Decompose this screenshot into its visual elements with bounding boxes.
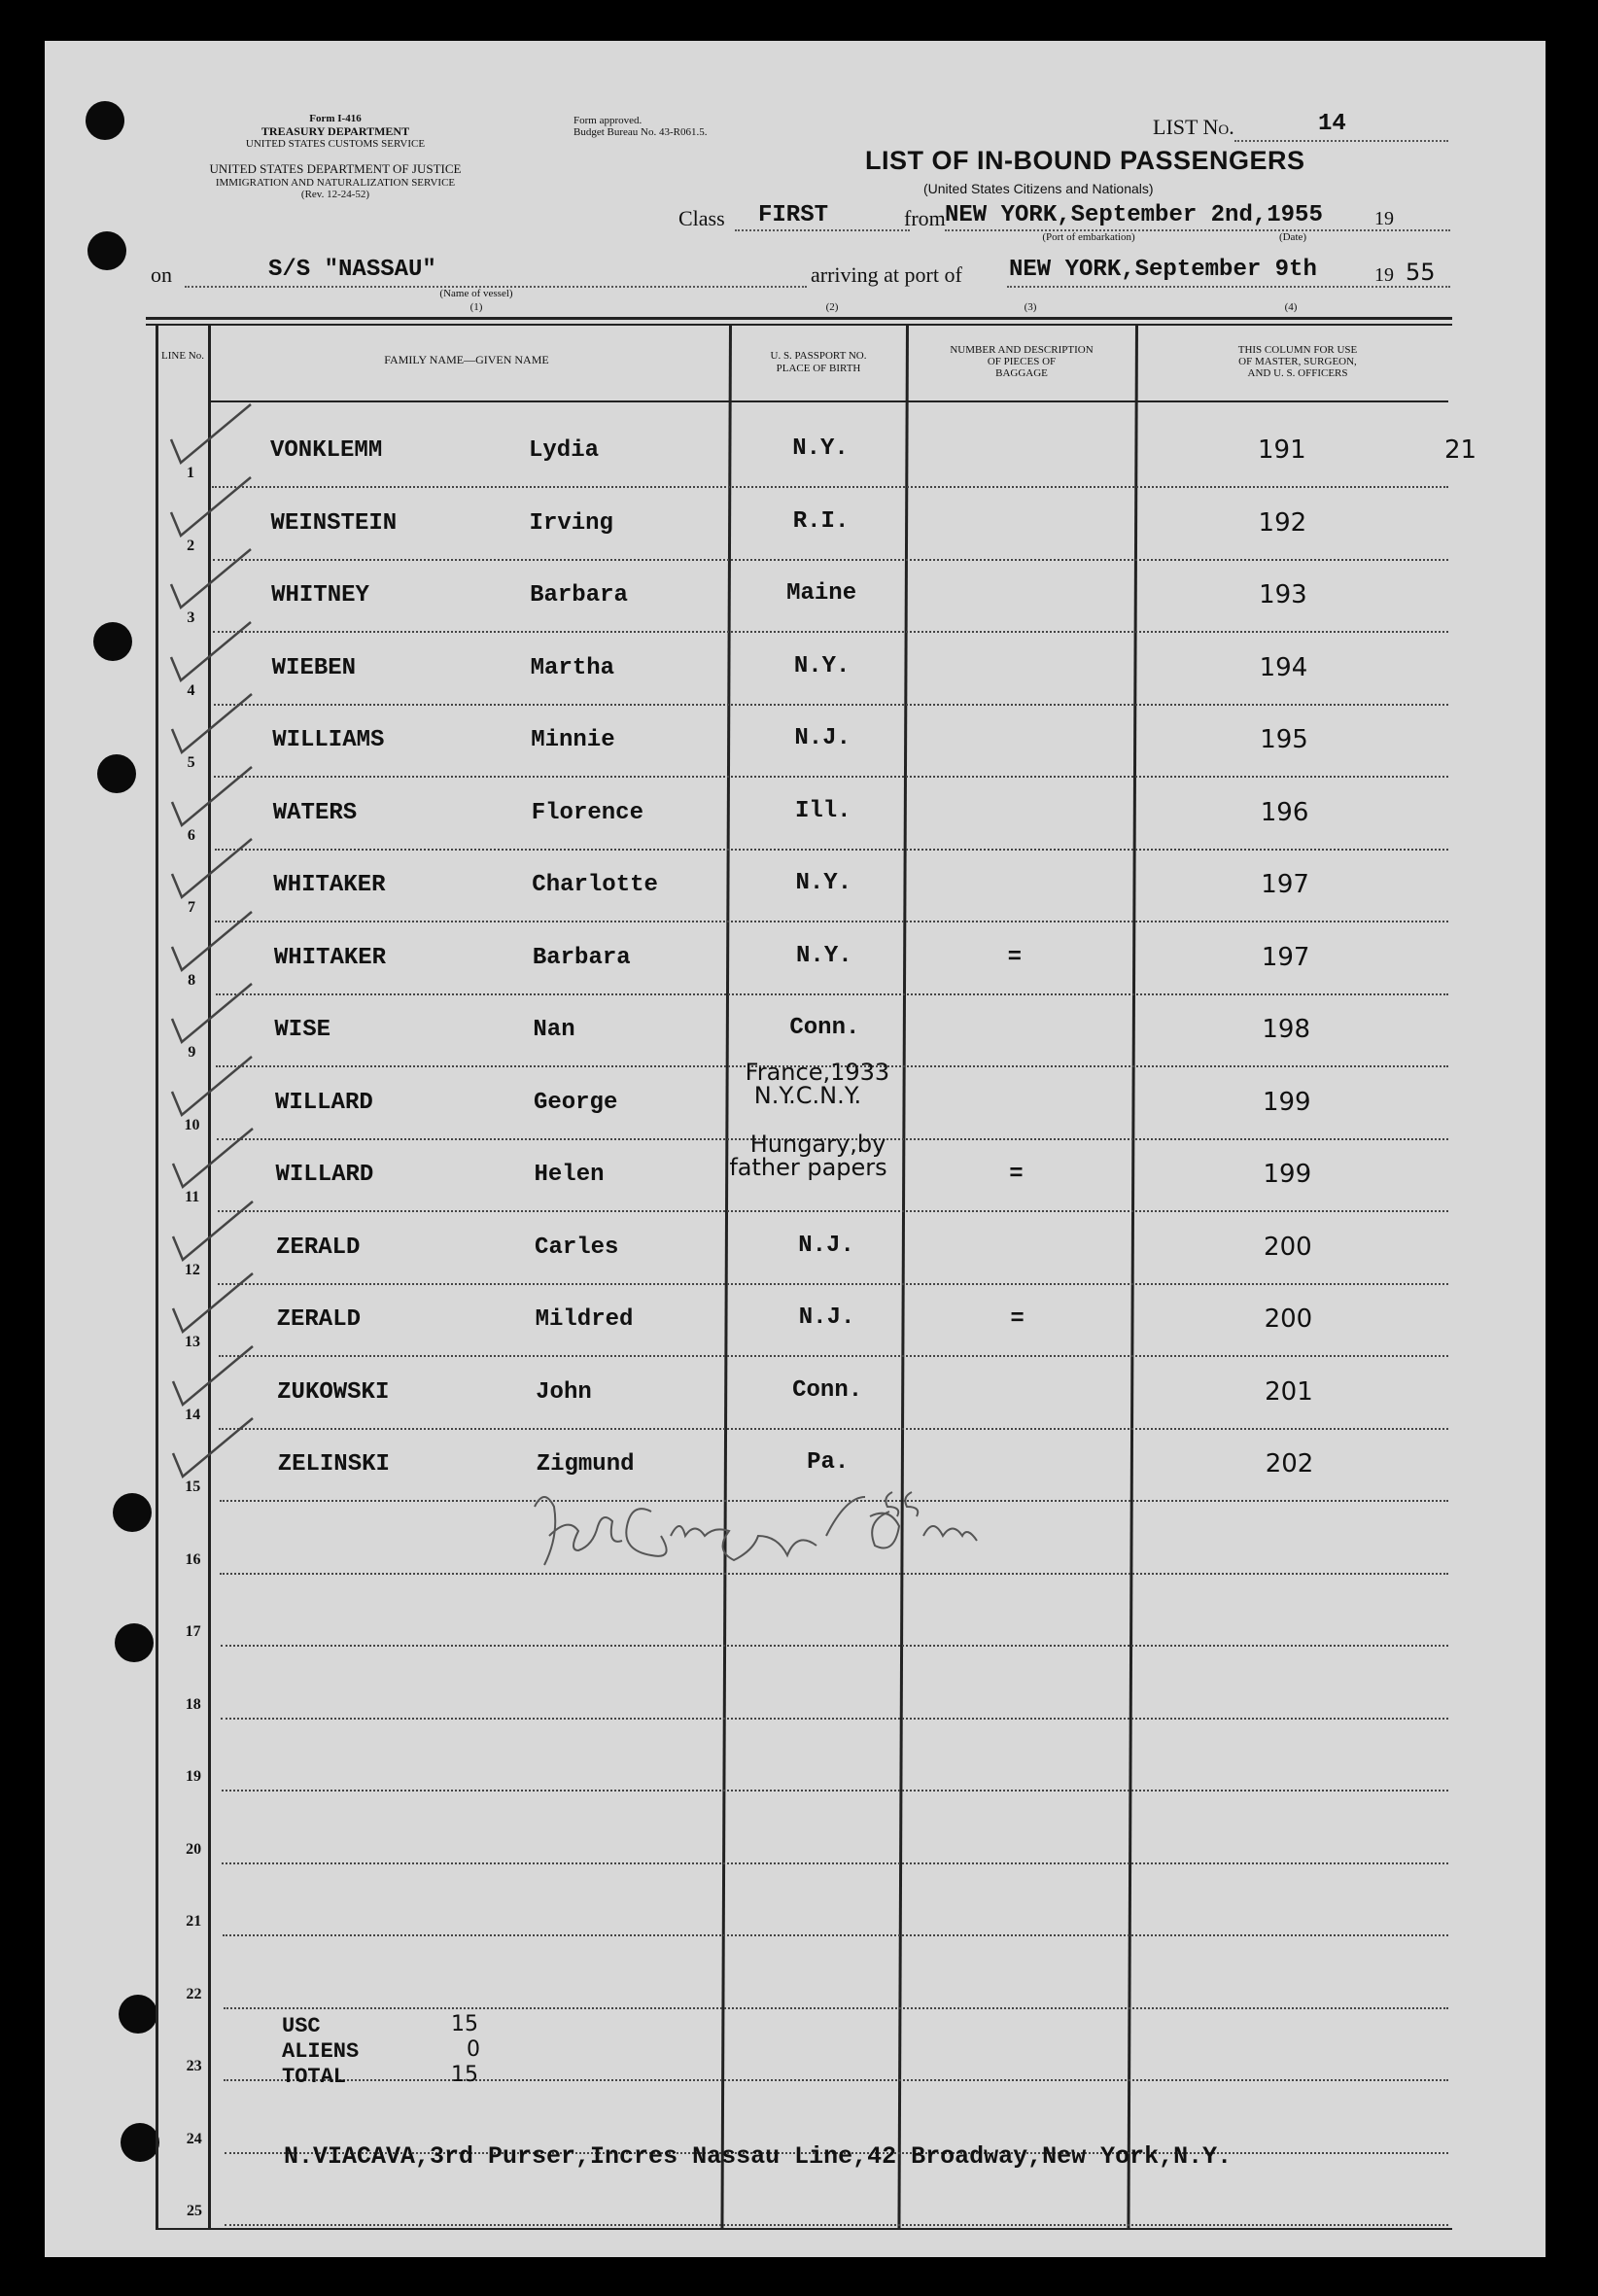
arriving-year: 55 <box>1406 259 1436 286</box>
totals-value: 0 <box>467 2037 480 2062</box>
birthplace: N.Y. <box>795 870 852 896</box>
arriving-year-prefix: 19 <box>1374 264 1394 286</box>
given-name: George <box>533 1090 618 1116</box>
list-no-line <box>1234 140 1448 142</box>
birthplace-note: France,1933 <box>745 1059 890 1086</box>
line-number: 23 <box>186 2058 202 2074</box>
col-header-birthplace: PLACE OF BIRTH <box>776 363 861 374</box>
service-name: IMMIGRATION AND NATURALIZATION SERVICE <box>215 177 456 189</box>
given-name: John <box>536 1379 592 1406</box>
punch-hole <box>86 101 124 140</box>
officer-number: 193 <box>1259 580 1307 609</box>
page-mark: 21 <box>1444 435 1477 465</box>
col-header-baggage: BAGGAGE <box>995 367 1048 379</box>
line-number: 6 <box>187 827 195 844</box>
col-header-officers: THIS COLUMN FOR USE <box>1237 344 1358 356</box>
given-name: Lydia <box>529 437 600 464</box>
year-suffix: 19 <box>1374 208 1394 229</box>
form-revision: (Rev. 12-24-52) <box>300 189 370 200</box>
officer-number: 196 <box>1260 798 1309 827</box>
punch-hole <box>115 1623 154 1662</box>
birthplace: Pa. <box>807 1449 850 1476</box>
line-number: 12 <box>184 1262 200 1278</box>
family-name: WILLIAMS <box>272 727 385 753</box>
family-name: WHITAKER <box>273 872 386 898</box>
officer-number: 201 <box>1265 1377 1313 1407</box>
line-number: 19 <box>185 1768 201 1785</box>
row-rule <box>214 776 1448 778</box>
list-label: LIST No. <box>1153 115 1234 139</box>
column-caption: (2) <box>825 301 839 313</box>
row-rule <box>216 993 1448 995</box>
officer-number: 198 <box>1262 1015 1311 1044</box>
given-name: Irving <box>529 510 613 537</box>
row-rule <box>219 1428 1448 1430</box>
family-name: WILLARD <box>275 1162 374 1188</box>
punch-hole <box>93 622 132 661</box>
line-number: 7 <box>187 899 195 916</box>
line-number: 13 <box>184 1334 200 1350</box>
inspector-signature <box>505 1468 1011 1584</box>
family-name: ZERALD <box>276 1306 362 1333</box>
officer-number: 195 <box>1260 725 1308 754</box>
family-name: WEINSTEIN <box>270 510 398 537</box>
row-rule <box>213 631 1448 633</box>
given-name: Barbara <box>532 945 631 971</box>
line-number: 14 <box>185 1407 201 1423</box>
form-number: Form I-416 <box>309 113 362 124</box>
row-rule <box>213 559 1448 561</box>
birthplace: N.Y. <box>792 435 849 462</box>
baggage-ditto: = <box>1007 945 1023 971</box>
baggage-ditto: = <box>1009 1162 1024 1188</box>
vessel-name: S/S "NASSAU" <box>268 257 436 283</box>
column-caption: (1) <box>469 301 483 313</box>
family-name: WHITAKER <box>273 945 387 971</box>
given-name: Helen <box>534 1162 605 1188</box>
given-name: Mildred <box>535 1306 634 1333</box>
birthplace: N.Y. <box>796 943 852 969</box>
given-name: Martha <box>530 655 615 681</box>
table-top-border <box>146 324 1452 326</box>
line-number: 25 <box>186 2203 202 2219</box>
totals-value: 15 <box>451 2063 478 2087</box>
date-caption: (Date) <box>1278 231 1307 243</box>
line-number: 9 <box>188 1044 196 1061</box>
row-rule <box>224 2079 1448 2081</box>
officer-number: 200 <box>1264 1233 1312 1262</box>
row-rule <box>221 1718 1448 1720</box>
birthplace: Maine <box>786 580 857 607</box>
family-name: ZUKOWSKI <box>277 1379 390 1406</box>
officer-number: 199 <box>1263 1160 1312 1189</box>
row-rule <box>224 2007 1448 2009</box>
line-number: 10 <box>184 1117 200 1133</box>
punch-hole <box>119 1995 157 2034</box>
table-top-border <box>146 317 1452 320</box>
row-rule <box>218 1210 1449 1212</box>
from-value: NEW YORK,September 2nd,1955 <box>945 202 1323 228</box>
family-name: WILLARD <box>274 1090 373 1116</box>
officer-number: 197 <box>1261 943 1310 972</box>
page-subtitle: (United States Citizens and Nationals) <box>923 181 1154 196</box>
row-rule <box>219 1355 1448 1357</box>
budget-bureau-no: Budget Bureau No. 43-R061.5. <box>573 126 708 138</box>
officer-number: 200 <box>1264 1305 1313 1334</box>
department-name: UNITED STATES DEPARTMENT OF JUSTICE <box>209 161 462 176</box>
family-name: ZERALD <box>276 1235 361 1261</box>
row-rule <box>212 486 1448 488</box>
punch-hole <box>87 231 126 270</box>
family-name: VONKLEMM <box>270 437 383 464</box>
family-name: WIEBEN <box>271 655 357 681</box>
totals-label: USC <box>282 2014 321 2038</box>
list-number: 14 <box>1318 111 1346 137</box>
class-value: FIRST <box>758 202 829 228</box>
given-name: Barbara <box>530 582 628 609</box>
family-name: WATERS <box>272 800 358 826</box>
col-header-passport: U. S. PASSPORT NO. <box>770 350 867 362</box>
birthplace: R.I. <box>792 508 850 535</box>
form-approved: Form approved. <box>573 115 643 126</box>
arriving-value: NEW YORK,September 9th <box>1009 257 1317 283</box>
row-rule <box>222 1862 1448 1864</box>
row-rule <box>222 1790 1448 1792</box>
from-label: from <box>904 206 946 230</box>
officer-number: 202 <box>1265 1449 1314 1478</box>
class-line <box>735 229 910 231</box>
family-name: ZELINSKI <box>277 1451 390 1478</box>
row-rule <box>221 1645 1448 1647</box>
line-number: 21 <box>186 1913 202 1930</box>
birthplace: N.J. <box>798 1233 854 1259</box>
line-number: 2 <box>187 538 195 554</box>
given-name: Zigmund <box>536 1451 635 1478</box>
totals-value: 15 <box>451 2012 478 2036</box>
row-rule <box>225 2224 1448 2226</box>
given-name: Charlotte <box>532 872 658 898</box>
row-rule <box>215 849 1448 851</box>
arriving-label: arriving at port of <box>811 262 962 287</box>
port-caption: (Port of embarkation) <box>1042 231 1135 243</box>
birthplace: Conn. <box>789 1015 860 1041</box>
birthplace: N.Y.C.N.Y. <box>753 1082 862 1109</box>
class-label: Class <box>678 206 725 230</box>
officer-number: 199 <box>1262 1088 1311 1117</box>
line-number: 17 <box>185 1623 201 1640</box>
punch-hole <box>113 1493 152 1532</box>
column-caption: (4) <box>1284 301 1298 313</box>
line-number: 20 <box>186 1841 202 1858</box>
line-number: 3 <box>187 609 195 626</box>
column-caption: (3) <box>1024 301 1037 313</box>
line-number: 15 <box>185 1478 201 1495</box>
line-number: 18 <box>185 1696 201 1713</box>
line-number: 22 <box>186 1986 202 2002</box>
officer-number: 191 <box>1258 435 1306 465</box>
header-underline <box>208 400 1448 402</box>
line-number: 16 <box>185 1551 201 1568</box>
officer-number: 194 <box>1259 653 1308 682</box>
totals-label: ALIENS <box>282 2039 360 2064</box>
col-header-officers: AND U. S. OFFICERS <box>1247 367 1348 379</box>
col-header-name: FAMILY NAME—GIVEN NAME <box>384 353 549 366</box>
given-name: Carles <box>535 1235 619 1261</box>
given-name: Minnie <box>531 727 615 753</box>
punch-hole <box>121 2123 159 2162</box>
row-rule <box>214 704 1448 706</box>
baggage-ditto: = <box>1010 1306 1025 1333</box>
on-label: on <box>151 262 172 287</box>
row-rule <box>218 1283 1448 1285</box>
totals-label: TOTAL <box>282 2065 347 2089</box>
table-left-border <box>156 325 158 2230</box>
line-number: 11 <box>185 1189 200 1205</box>
birthplace: Conn. <box>792 1377 863 1404</box>
department-name: TREASURY DEPARTMENT <box>261 124 410 138</box>
line-number: 4 <box>187 682 195 699</box>
given-name: Nan <box>533 1017 575 1043</box>
service-name: UNITED STATES CUSTOMS SERVICE <box>245 138 426 150</box>
birthplace: father papers <box>729 1154 887 1181</box>
birthplace: N.J. <box>794 725 851 751</box>
line-number: 24 <box>186 2131 202 2147</box>
page-title: LIST OF IN-BOUND PASSENGERS <box>865 146 1305 175</box>
family-name: WISE <box>274 1017 330 1043</box>
family-name: WHITNEY <box>271 582 369 609</box>
punch-hole <box>97 754 136 793</box>
col-header-baggage: NUMBER AND DESCRIPTION <box>950 344 1094 356</box>
officer-number: 192 <box>1258 508 1307 538</box>
row-rule <box>223 1934 1448 1936</box>
line-number: 1 <box>187 465 194 481</box>
birthplace: Ill. <box>794 798 851 824</box>
purser-line: N.VIACAVA,3rd Purser,Incres Nassau Line,42 Broadway,New York,N.Y. <box>284 2142 1233 2171</box>
table-bottom-border <box>156 2228 1452 2230</box>
line-number: 5 <box>187 754 195 771</box>
given-name: Florence <box>531 800 643 826</box>
birthplace: N.Y. <box>793 653 851 679</box>
line-number: 8 <box>188 972 196 989</box>
col-header-officers: OF MASTER, SURGEON, <box>1238 356 1357 367</box>
row-rule <box>215 921 1448 922</box>
birthplace-note: Hungary,by <box>749 1131 886 1158</box>
col-header-line-no: LINE No. <box>161 350 204 362</box>
birthplace: N.J. <box>798 1305 855 1331</box>
col-header-baggage: OF PIECES OF <box>987 356 1057 367</box>
officer-number: 197 <box>1261 870 1309 899</box>
vessel-caption: (Name of vessel) <box>439 288 513 299</box>
